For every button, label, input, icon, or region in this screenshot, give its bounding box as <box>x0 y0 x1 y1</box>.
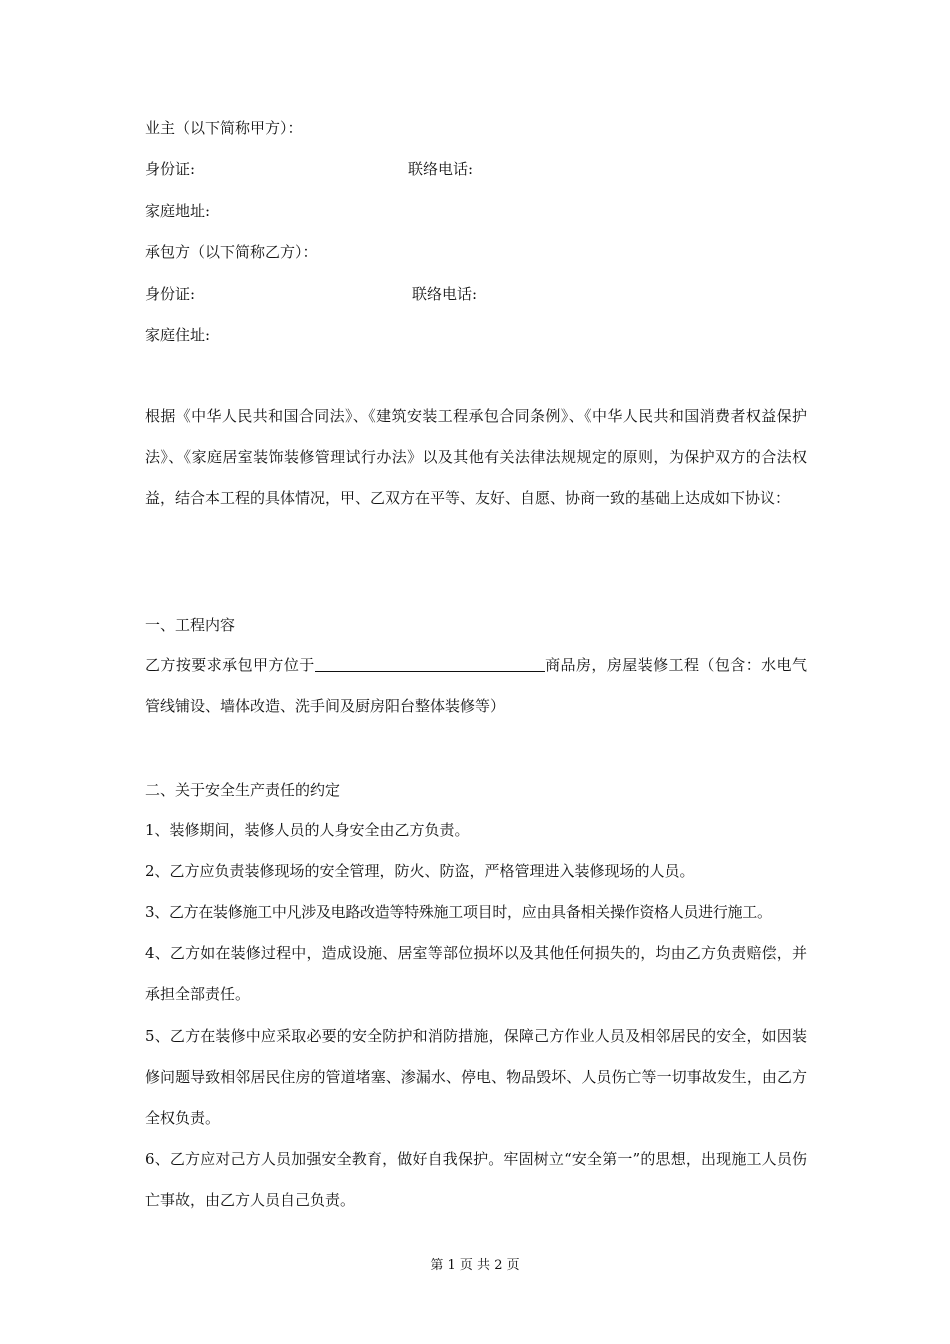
section2-item-1: 1、装修期间，装修人员的人身安全由乙方负责。 <box>145 821 470 839</box>
contractor-id-label: 身份证: <box>145 285 196 303</box>
section2-item-6: 6、乙方应对己方人员加强安全教育，做好自我保护。牢固树立“安全第一”的思想，出现施工人员伤亡事故，由乙方人员自己负责。 <box>145 1150 807 1209</box>
contractor-address-label: 家庭住址: <box>145 326 211 344</box>
section2-item-4: 4、乙方如在装修过程中，造成设施、居室等部位损坏以及其他任何损失的，均由乙方负责赔偿，并承担全部责任。 <box>145 944 807 1003</box>
section1-text-after: 商品房，房屋装修工程（包含：水电气管线铺设、墙体改造、洗手间及厨房阳台整体装修等） <box>145 656 807 715</box>
section1-text-before: 乙方按要求承包甲方位于 <box>145 656 315 674</box>
preamble-paragraph: 根据《中华人民共和国合同法》、《建筑安装工程承包合同条例》、《中华人民共和国消费者权益保护法》、《家庭居室装饰装修管理试行办法》以及其他有关法律法规规定的原则，为保护双方的合法权益，结合本工程的具体情况，甲、乙双方在平等、友好、自愿、协商一致的基础上达成如下协议： <box>145 407 807 507</box>
address-blank-line <box>315 655 545 672</box>
section1-heading: 一、工程内容 <box>145 616 236 634</box>
owner-phone-label: 联络电话: <box>408 160 474 178</box>
owner-address-label: 家庭地址: <box>145 202 211 220</box>
contractor-phone-label: 联络电话: <box>412 285 478 303</box>
contractor-label: 承包方（以下简称乙方）： <box>145 243 318 261</box>
page-indicator: 第 1 页 共 2 页 <box>430 1258 520 1273</box>
section2-heading: 二、关于安全生产责任的约定 <box>145 781 341 799</box>
section2-item-3: 3、乙方在装修施工中凡涉及电路改造等特殊施工项目时，应由具备相关操作资格人员进行施工。 <box>145 903 772 921</box>
owner-id-label: 身份证: <box>145 160 196 178</box>
section2-item-5: 5、乙方在装修中应采取必要的安全防护和消防措施，保障己方作业人员及相邻居民的安全，如因装修问题导致相邻居民住房的管道堵塞、渗漏水、停电、物品毁坏、人员伤亡等一切事故发生，由乙方全权负责。 <box>145 1027 807 1127</box>
section2-item-2: 2、乙方应负责装修现场的安全管理，防火、防盗，严格管理进入装修现场的人员。 <box>145 862 695 880</box>
owner-label: 业主（以下简称甲方）： <box>145 119 303 137</box>
section1-paragraph <box>145 645 807 727</box>
